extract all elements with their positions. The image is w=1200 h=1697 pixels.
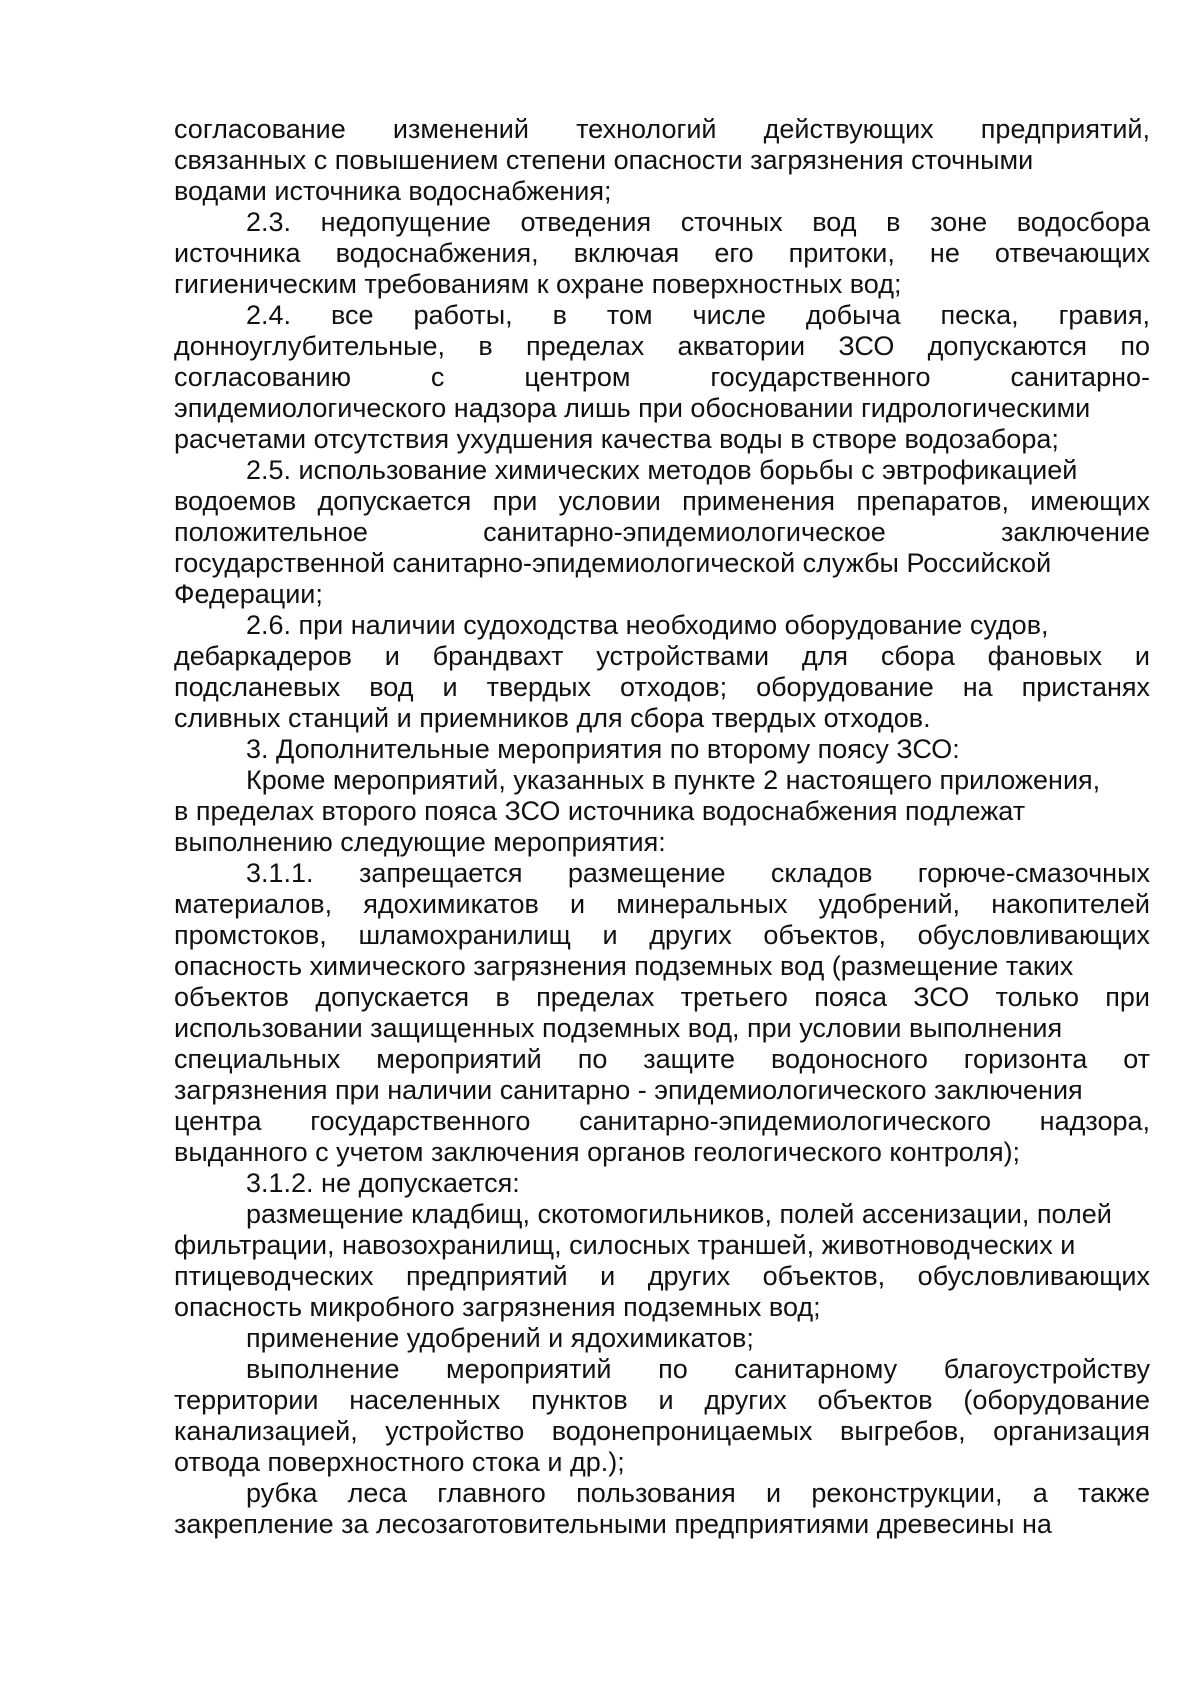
text-line: материалов, ядохимикатов и минеральных удобрений, накопителей xyxy=(174,889,1150,919)
text-line: сливных станций и приемников для сбора твердых отходов. xyxy=(174,703,931,733)
document-body xyxy=(174,114,1150,1540)
text-line: 3.1.1. запрещается размещение складов горюче-смазочных xyxy=(246,858,1150,888)
text-line: опасность химического загрязнения подземных вод (размещение таких xyxy=(174,951,1074,981)
text-line: 3.1.2. не допускается: xyxy=(246,1168,520,1198)
text-line: рубка леса главного пользования и реконструкции, а также xyxy=(246,1478,1150,1508)
text-line: промстоков, шламохранилищ и других объектов, обусловливающих xyxy=(174,920,1150,950)
text-line: донноуглубительные, в пределах акватории ЗСО допускаются по xyxy=(174,331,1150,361)
text-line: дебаркадеров и брандвахт устройствами для сбора фановых и xyxy=(174,641,1150,671)
text-line: 2.6. при наличии судоходства необходимо оборудование судов, xyxy=(246,610,1049,640)
text-line: 2.4. все работы, в том числе добыча песка, гравия, xyxy=(246,300,1150,330)
text-line: связанных с повышением степени опасности загрязнения сточными xyxy=(174,145,1034,175)
text-line: Федерации; xyxy=(174,579,323,609)
text-line: водоемов допускается при условии применения препаратов, имеющих xyxy=(174,486,1150,516)
text-line: центра государственного санитарно-эпидемиологического надзора, xyxy=(174,1106,1150,1136)
text-line: выполнение мероприятий по санитарному благоустройству xyxy=(246,1354,1150,1384)
text-line: источника водоснабжения, включая его притоки, не отвечающих xyxy=(174,238,1150,268)
text-line: применение удобрений и ядохимикатов; xyxy=(246,1323,754,1353)
text-line: канализацией, устройство водонепроницаемых выгребов, организация xyxy=(174,1416,1150,1446)
text-line: государственной санитарно-эпидемиологической службы Российской xyxy=(174,548,1052,578)
text-line: Кроме мероприятий, указанных в пункте 2 настоящего приложения, xyxy=(246,765,1101,795)
text-line: гигиеническим требованиям к охране поверхностных вод; xyxy=(174,269,902,299)
text-line: в пределах второго пояса ЗСО источника водоснабжения подлежат xyxy=(174,796,1026,826)
text-line: 2.3. недопущение отведения сточных вод в зоне водосбора xyxy=(246,207,1150,237)
text-line: согласование изменений технологий действующих предприятий, xyxy=(174,114,1150,144)
text-line: загрязнения при наличии санитарно - эпидемиологического заключения xyxy=(174,1075,1083,1105)
text-line: эпидемиологического надзора лишь при обосновании гидрологическими xyxy=(174,393,1091,423)
text-line: водами источника водоснабжения; xyxy=(174,176,612,206)
text-line: выполнению следующие мероприятия: xyxy=(174,827,666,857)
text-line: выданного с учетом заключения органов геологического контроля); xyxy=(174,1137,1021,1167)
text-line: положительное санитарно-эпидемиологическое заключение xyxy=(174,517,1150,547)
text-line: объектов допускается в пределах третьего пояса ЗСО только при xyxy=(174,982,1150,1012)
text-line: расчетами отсутствия ухудшения качества воды в створе водозабора; xyxy=(174,424,1059,454)
text-line: 3. Дополнительные мероприятия по второму поясу ЗСО: xyxy=(246,734,960,764)
text-line: согласованию с центром государственного санитарно- xyxy=(174,362,1150,392)
text-line: использовании защищенных подземных вод, при условии выполнения xyxy=(174,1013,1063,1043)
text-line: закрепление за лесозаготовительными предприятиями древесины на xyxy=(174,1509,1052,1539)
text-line: отвода поверхностного стока и др.); xyxy=(174,1447,625,1477)
text-line: территории населенных пунктов и других объектов (оборудование xyxy=(174,1385,1150,1415)
text-line: опасность микробного загрязнения подземных вод; xyxy=(174,1292,821,1322)
text-line: птицеводческих предприятий и других объектов, обусловливающих xyxy=(174,1261,1150,1291)
text-line: подсланевых вод и твердых отходов; оборудование на пристанях xyxy=(174,672,1150,702)
text-line: размещение кладбищ, скотомогильников, полей ассенизации, полей xyxy=(246,1199,1112,1229)
text-line: специальных мероприятий по защите водоносного горизонта от xyxy=(174,1044,1150,1074)
text-line: фильтрации, навозохранилищ, силосных траншей, животноводческих и xyxy=(174,1230,1076,1260)
text-line: 2.5. использование химических методов борьбы с эвтрофикацией xyxy=(246,455,1078,485)
